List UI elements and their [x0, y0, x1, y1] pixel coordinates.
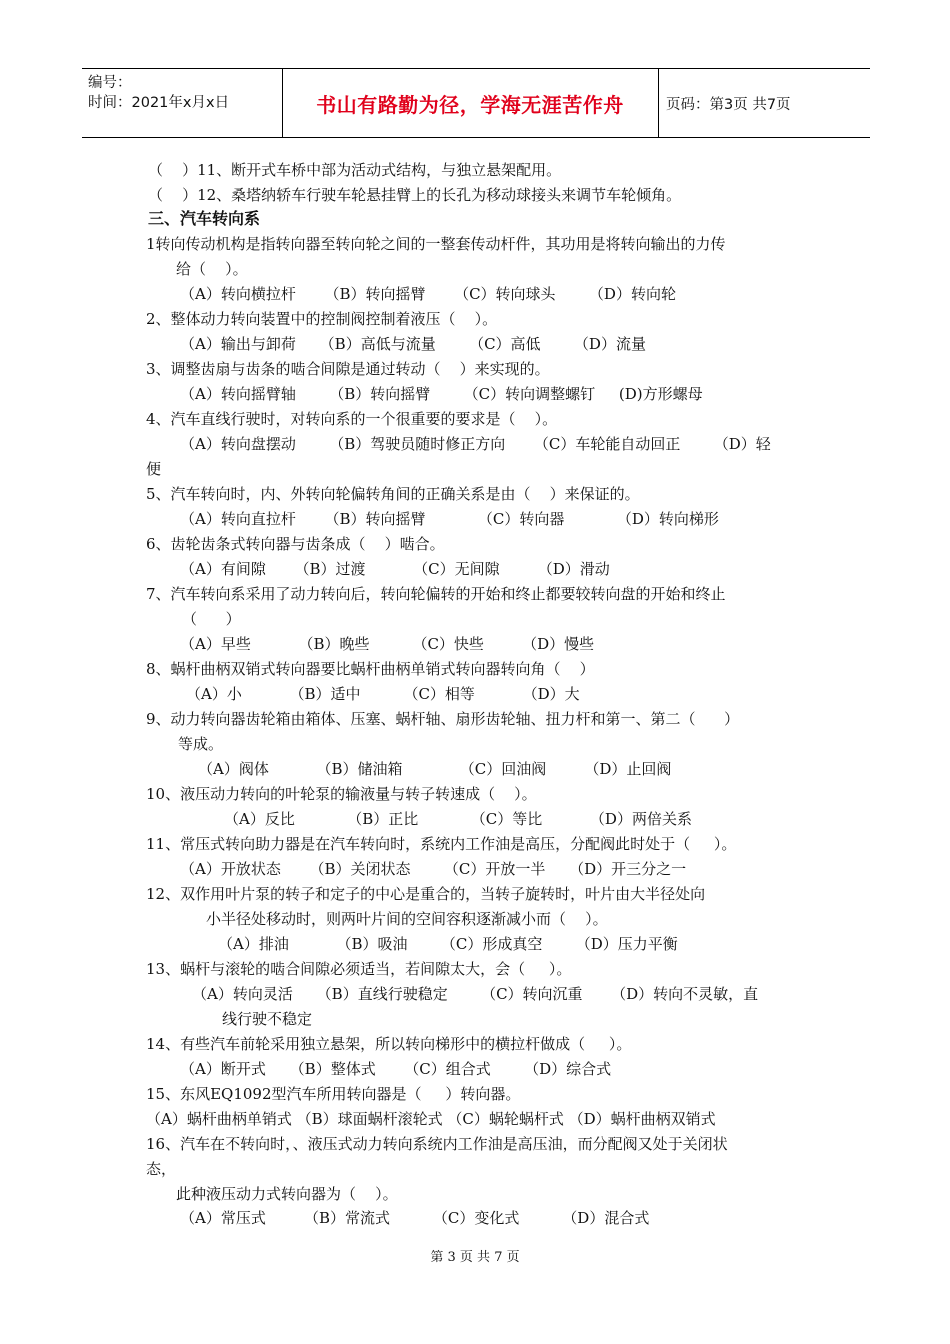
question-line: 5、汽车转向时，内、外转向轮偏转角间的正确关系是由（ ）来保证的。 [146, 485, 640, 503]
header-motto: 书山有路勤为径，学海无涯苦作舟 [316, 93, 624, 117]
question-line: 16、汽车在不转向时，、液压式动力转向系统内工作油是高压油，而分配阀又处于关闭状 [146, 1135, 728, 1153]
answer-options: （A）转向盘摆动 （B）驾驶员随时修正方向 （C）车轮能自动回正 （D）轻 [180, 435, 771, 453]
answer-options: （A）输出与卸荷 （B）高低与流量 （C）高低 （D）流量 [180, 335, 646, 353]
header-divider [658, 69, 659, 137]
question-line: 7、汽车转向系采用了动力转向后，转向轮偏转的开始和终止都要较转向盘的开始和终止 [146, 585, 726, 603]
question-line: 8、蜗杆曲柄双销式转向器要比蜗杆曲柄单销式转向器转向角（ ） [146, 660, 595, 678]
question-line: 9、动力转向器齿轮箱由箱体、压塞、蜗杆轴、扇形齿轮轴、扭力杆和第一、第二（ ） [146, 710, 740, 728]
answer-options: （A）转向直拉杆 （B）转向摇臂 （C）转向器 （D）转向梯形 [180, 510, 719, 528]
question-line: 3、调整齿扇与齿条的啮合间隙是通过转动（ ）来实现的。 [146, 360, 550, 378]
question-line: 14、有些汽车前轮采用独立悬架，所以转向梯形中的横拉杆做成（ ）。 [146, 1035, 632, 1053]
answer-options: （A）转向灵活 （B）直线行驶稳定 （C）转向沉重 （D）转向不灵敏，直 [192, 985, 759, 1003]
answer-options: （A）阀体 （B）储油箱 （C）回油阀 （D）止回阀 [198, 760, 672, 778]
answer-options: （A）蜗杆曲柄单销式 （B）球面蜗杆滚轮式 （C）蜗轮蜗杆式 （D）蜗杆曲柄双销式 [146, 1110, 716, 1128]
header-meta [88, 73, 229, 113]
question-line: 态， [146, 1160, 177, 1178]
answer-options: （A）开放状态 （B）关闭状态 （C）开放一半 （D）开三分之一 [180, 860, 687, 878]
answer-options: （A）早些 （B）晚些 （C）快些 （D）慢些 [180, 635, 595, 653]
question-line: 便 [146, 460, 162, 478]
question-line: 2、整体动力转向装置中的控制阀控制着液压（ ）。 [146, 310, 498, 328]
question-line: 15、东风EQ1092型汽车所用转向器是（ ）转向器。 [146, 1085, 521, 1103]
question-line: 10、液压动力转向的叶轮泵的输液量与转子转速成（ ）。 [146, 785, 537, 803]
question-line: 小半径处移动时，则两叶片间的空间容积逐渐减小而（ ）。 [206, 910, 608, 928]
answer-options: （A）排油 （B）吸油 （C）形成真空 （D）压力平衡 [218, 935, 678, 953]
question-line: 4、汽车直线行驶时，对转向系的一个很重要的要求是（ ）。 [146, 410, 558, 428]
question-line: 13、蜗杆与滚轮的啮合间隙必须适当，若间隙太大，会（ ）。 [146, 960, 572, 978]
answer-options: （A）断开式 （B）整体式 （C）组合式 （D）综合式 [180, 1060, 612, 1078]
answer-options: （A）小 （B）适中 （C）相等 （D）大 [186, 685, 580, 703]
answer-options: （A）转向摇臂轴 （B）转向摇臂 （C）转向调整螺钉 (D)方形螺母 [180, 385, 703, 403]
answer-options: （A）常压式 （B）常流式 （C）变化式 （D）混合式 [180, 1209, 650, 1227]
page-footer [0, 1246, 950, 1265]
footer-page-number: 第 3 页 共 7 页 [430, 1250, 520, 1265]
date-label: 时间：2021年x月x日 [88, 95, 230, 111]
question-line: 1转向传动机构是指转向器至转向轮之间的一整套传动杆件，其功用是将转向输出的力传 [146, 235, 726, 253]
question-line: 12、双作用叶片泵的转子和定子的中心是重合的，当转子旋转时，叶片由大半径处向 [146, 885, 706, 903]
answer-options: （A）有间隙 （B）过渡 （C）无间隙 （D）滑动 [180, 560, 610, 578]
header-page-info: 页码：第3页 共7页 [666, 97, 791, 113]
question-line: （ ） [182, 610, 241, 628]
section-heading: 三、汽车转向系 [148, 209, 261, 228]
question-line: 等成。 [178, 735, 224, 753]
question-line: （ ）12、桑塔纳轿车行驶车轮悬挂臂上的长孔为移动球接头来调节车轮倾角。 [148, 186, 682, 204]
question-line: 6、齿轮齿条式转向器与齿条成（ ）啮合。 [146, 535, 445, 553]
serial-label: 编号： [88, 75, 132, 91]
answer-options: （A）反比 （B）正比 （C）等比 （D）两倍关系 [224, 810, 692, 828]
question-line: 给（ ）。 [176, 260, 248, 278]
question-line: （ ）11、断开式车桥中部为活动式结构，与独立悬架配用。 [148, 161, 562, 179]
answer-options: （A）转向横拉杆 （B）转向摇臂 （C）转向球头 （D）转向轮 [180, 285, 676, 303]
page-header [82, 68, 870, 138]
answer-options: 线行驶不稳定 [222, 1010, 313, 1028]
question-line: 11、常压式转向助力器是在汽车转向时，系统内工作油是高压，分配阀此时处于（ ）。 [146, 835, 737, 853]
question-line: 此种液压动力式转向器为（ ）。 [176, 1185, 398, 1203]
